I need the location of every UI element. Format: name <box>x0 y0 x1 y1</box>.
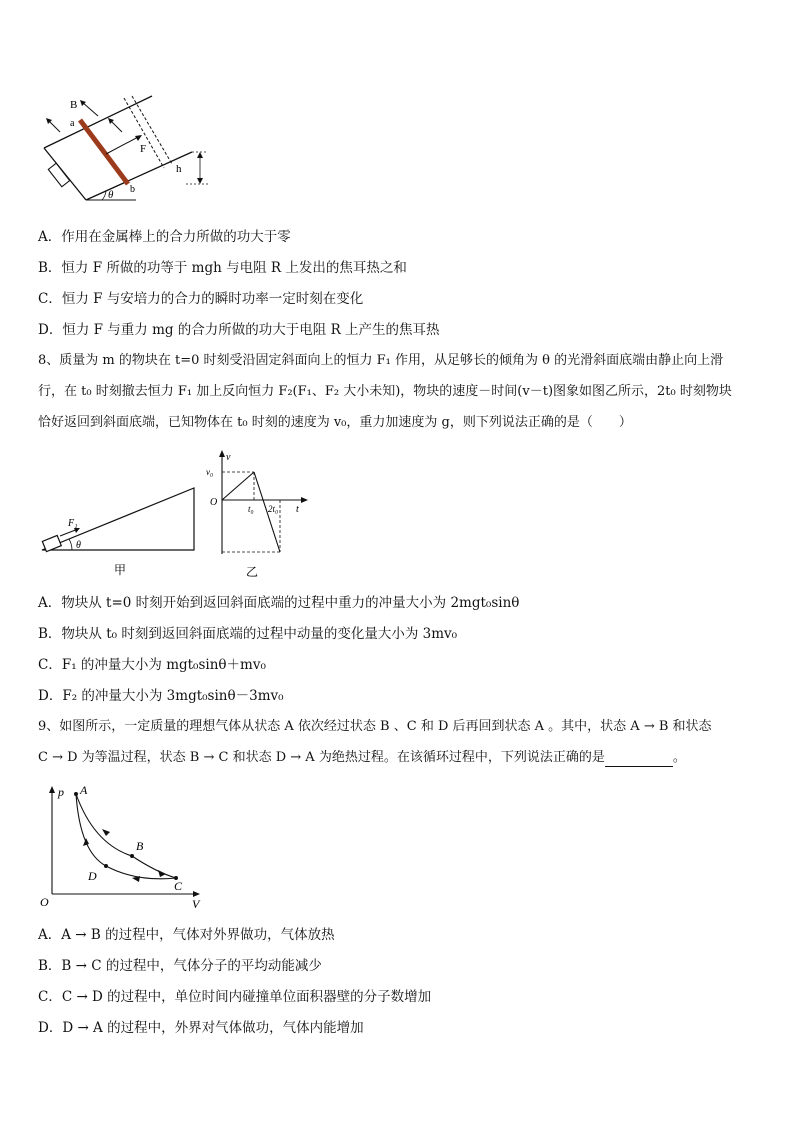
label-O: O <box>40 895 49 909</box>
label-F: F <box>140 143 147 155</box>
label-A: A <box>80 783 88 797</box>
q8-option-a: A．物块从 t=0 时刻开始到返回斜面底端的过程中重力的冲量大小为 2mgt₀sinθ <box>38 595 520 611</box>
label-v: v <box>226 452 231 463</box>
pv-diagram <box>36 782 212 912</box>
label-h: h <box>176 163 182 175</box>
q9-option-a: A．A → B 的过程中，气体对外界做功，气体放热 <box>38 927 335 943</box>
label-D: D <box>88 869 97 883</box>
q9-stem-line2-text: C → D 为等温过程，状态 B → C 和状态 D → A 为绝热过程。在该循环过程中，下列说法正确的是 <box>38 750 605 765</box>
label-theta: θ <box>76 540 81 551</box>
q9-option-c: C．C → D 的过程中，单位时间内碰撞单位面积器壁的分子数增加 <box>38 989 432 1005</box>
label-t0: t₀ <box>248 504 254 514</box>
vt-graph <box>202 448 312 584</box>
label-v0: v₀ <box>206 467 214 477</box>
label-V: V <box>192 897 200 911</box>
label-t: t <box>296 504 299 515</box>
q8-option-d: D．F₂ 的冲量大小为 3mgt₀sinθ－3mv₀ <box>38 688 284 704</box>
label-2t0: 2t₀ <box>268 504 279 514</box>
q8-stem-line3: 恰好返回到斜面底端，已知物体在 t₀ 时刻的速度为 v₀，重力加速度为 g，则下列说法正确的是（ ） <box>38 415 632 430</box>
label-F1: F₁ <box>68 518 78 529</box>
q9-option-b: B．B → C 的过程中，气体分子的平均动能减少 <box>38 958 322 974</box>
metal-rod <box>80 120 128 184</box>
rail-rod-figure <box>36 92 216 210</box>
label-O: O <box>210 497 218 508</box>
label-C: C <box>174 879 183 893</box>
q9-option-d: D．D → A 的过程中，外界对气体做功，气体内能增加 <box>38 1020 364 1036</box>
label-theta: θ <box>108 189 114 201</box>
label-p: p <box>58 785 64 799</box>
incline-figure <box>36 484 202 580</box>
label-B: B <box>70 99 78 111</box>
q9-stem-line1: 9、如图所示，一定质量的理想气体从状态 A 依次经过状态 B 、C 和 D 后再回到状态 A 。其中，状态 A → B 和状态 <box>38 719 712 734</box>
q8-option-c: C．F₁ 的冲量大小为 mgt₀sinθ＋mv₀ <box>38 657 266 673</box>
q7-option-d: D．恒力 F 与重力 mg 的合力所做的功大于电阻 R 上产生的焦耳热 <box>38 322 440 338</box>
caption-left: 甲 <box>114 563 127 577</box>
q9-stem-line2-end: 。 <box>672 750 686 765</box>
q8-stem-line1: 8、质量为 m 的物块在 t=0 时刻受沿固定斜面向上的恒力 F₁ 作用，从足够长的倾角为 θ 的光滑斜面底端由静止向上滑 <box>38 353 724 368</box>
q7-option-a: A．作用在金属棒上的合力所做的功大于零 <box>38 229 291 245</box>
answer-blank[interactable] <box>605 752 673 767</box>
label-b: b <box>130 184 135 195</box>
q9-stem-line2 <box>38 749 686 767</box>
label-a: a <box>70 118 75 129</box>
q7-option-c: C．恒力 F 与安培力的合力的瞬时功率一定时刻在变化 <box>38 291 364 307</box>
q8-option-b: B．物块从 t₀ 时刻到返回斜面底端的过程中动量的变化量大小为 3mv₀ <box>38 626 458 642</box>
q7-option-b: B．恒力 F 所做的功等于 mgh 与电阻 R 上发出的焦耳热之和 <box>38 260 407 276</box>
label-B: B <box>136 839 144 853</box>
q8-stem-line2: 行，在 t₀ 时刻撤去恒力 F₁ 加上反向恒力 F₂(F₁、F₂ 大小未知)，物块的速度－时间(v－t)图象如图乙所示，2t₀ 时刻物块 <box>38 384 732 399</box>
caption-right: 乙 <box>246 565 259 579</box>
